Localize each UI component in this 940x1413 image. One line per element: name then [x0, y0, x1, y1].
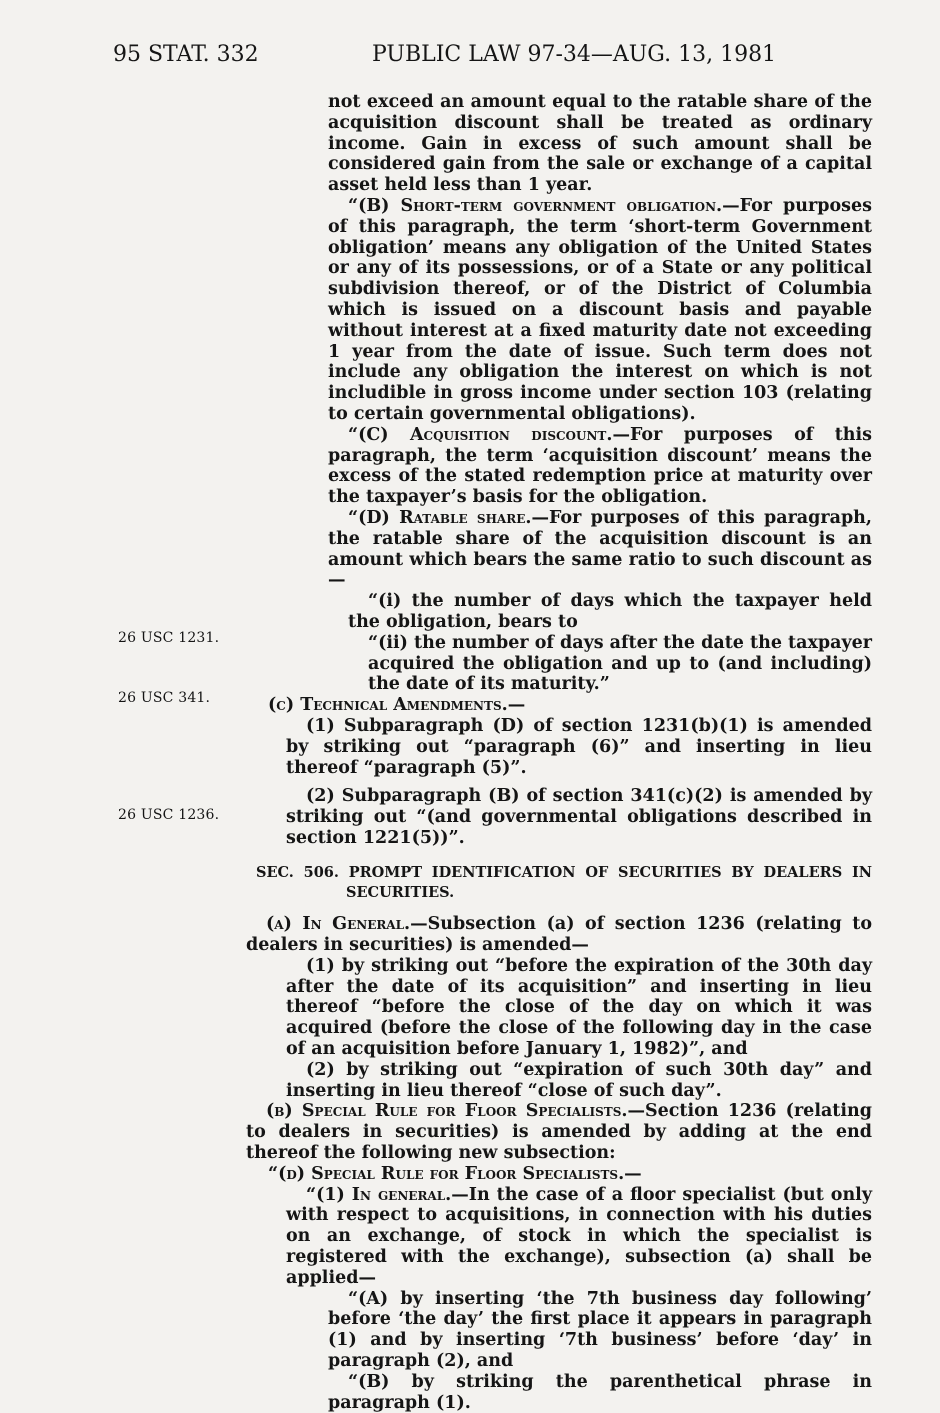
paragraph-b-short-term-obligation [246, 196, 872, 425]
public-law-header: PUBLIC LAW 97-34—AUG. 13, 1981 [372, 42, 777, 67]
amendment-a-2: (2) by striking out “expiration of such 30th day” and inserting in lieu thereof “close of such day”. [286, 1059, 872, 1101]
margin-note-1231: 26 USC 1231. [118, 630, 220, 646]
paragraph-b-floor-specialists [246, 1101, 872, 1163]
page-number-header: 95 STAT. 332 [113, 42, 259, 67]
paragraph-d-ratable-share [246, 508, 872, 591]
text-d: —For purposes of this paragraph, the ratable share of the acquisition discount is an amount which bears the same ratio to such discount as— [328, 507, 872, 591]
technical-amendment-2: (2) Subparagraph (B) of section 341(c)(2) is amended by striking out “(and governmental obligations described in section 1221(5))”. [286, 786, 872, 848]
margin-note-341: 26 USC 341. [118, 690, 211, 706]
heading-1: “(1) In general. [306, 1184, 452, 1205]
text-b: —For purposes of this paragraph, the term ‘short-term Government obligation’ means any obligation of the United States or any of its possessions, or of a State or any political subdivision thereof, or of the District of Columbia which is issued on a discount basis and payable without interest at a fixed maturity date not exceeding 1 year from the date of issue. Such term does not include any obligation the interest on which is not includible in gross income under section 103 (relating to certain governmental obligations). [328, 195, 872, 424]
paragraph-1-in-general [246, 1185, 872, 1289]
text-a: —Subsection (a) of section 1236 (relating to dealers in securities) is amended— [246, 914, 872, 956]
amendment-a-1: (1) by striking out “before the expiration of the 30th day after the date of its acquisition” and inserting in lieu thereof “before the close of the day on which it was acquired (before the close of the following day in the case of an acquisition before January 1, 1982)”, and [286, 955, 872, 1060]
clause-d-i: “(i) the number of days which the taxpayer held the obligation, bears to [348, 591, 872, 632]
paragraph-continuation: not exceed an amount equal to the ratable share of the acquisition discount shall be treated as ordinary income. Gain in excess of such amount shall be considered gain from the sale or exchange of a capital asset held less than 1 year. [328, 92, 872, 196]
spacer [246, 778, 872, 786]
paragraph-a-in-general [246, 914, 872, 956]
text-b2: —Section 1236 (relating to dealers in securities) is amended by adding at the end thereof the following new subsection: [246, 1101, 872, 1164]
heading-a: (a) In General. [266, 914, 411, 935]
paragraph-c-acquisition-discount [246, 425, 872, 508]
subsection-d-heading: “(d) Special Rule for Floor Specialists.— [268, 1163, 642, 1184]
heading-c: “(C) Acquisition discount. [348, 424, 613, 445]
clause-b: “(B) by striking the parenthetical phrase in paragraph (1). [328, 1371, 872, 1413]
heading-b: “(B) Short-term government obligation. [348, 195, 723, 216]
heading-d: “(D) Ratable share. [348, 507, 532, 528]
clause-a: “(A) by inserting ‘the 7th business day following’ before ‘the day’ the first place it appears in paragraph (1) and by inserting ‘7th business’ before ‘day’ in paragraph (2), and [328, 1288, 872, 1372]
text-c: —For purposes of this paragraph, the term ‘acquisition discount’ means the excess of the stated redemption price at maturity over the taxpayer’s basis for the obligation. [328, 424, 872, 508]
heading-b2: (b) Special Rule for Floor Specialists. [266, 1101, 628, 1122]
technical-amendment-1: (1) Subparagraph (D) of section 1231(b)(1) is amended by striking out “paragraph (6)” and inserting in lieu thereof “paragraph (5)”. [286, 715, 872, 778]
section-506-heading: SEC. 506. PROMPT IDENTIFICATION OF SECURITIES BY DEALERS IN SECURITIES. [256, 863, 872, 902]
clause-d-ii: “(ii) the number of days after the date the taxpayer acquired the obligation and up to (and including) the date of its maturity.” [368, 632, 872, 695]
body-text [246, 92, 872, 1413]
text-1: —In the case of a floor specialist (but only with respect to acquisitions, in connection with his duties on an exchange, of stock in which the specialist is registered with the exchange), subsection (a) shall be applied— [286, 1184, 872, 1288]
technical-amendments-heading: (c) Technical Amendments.— [268, 695, 526, 716]
margin-note-1236: 26 USC 1236. [118, 807, 220, 823]
